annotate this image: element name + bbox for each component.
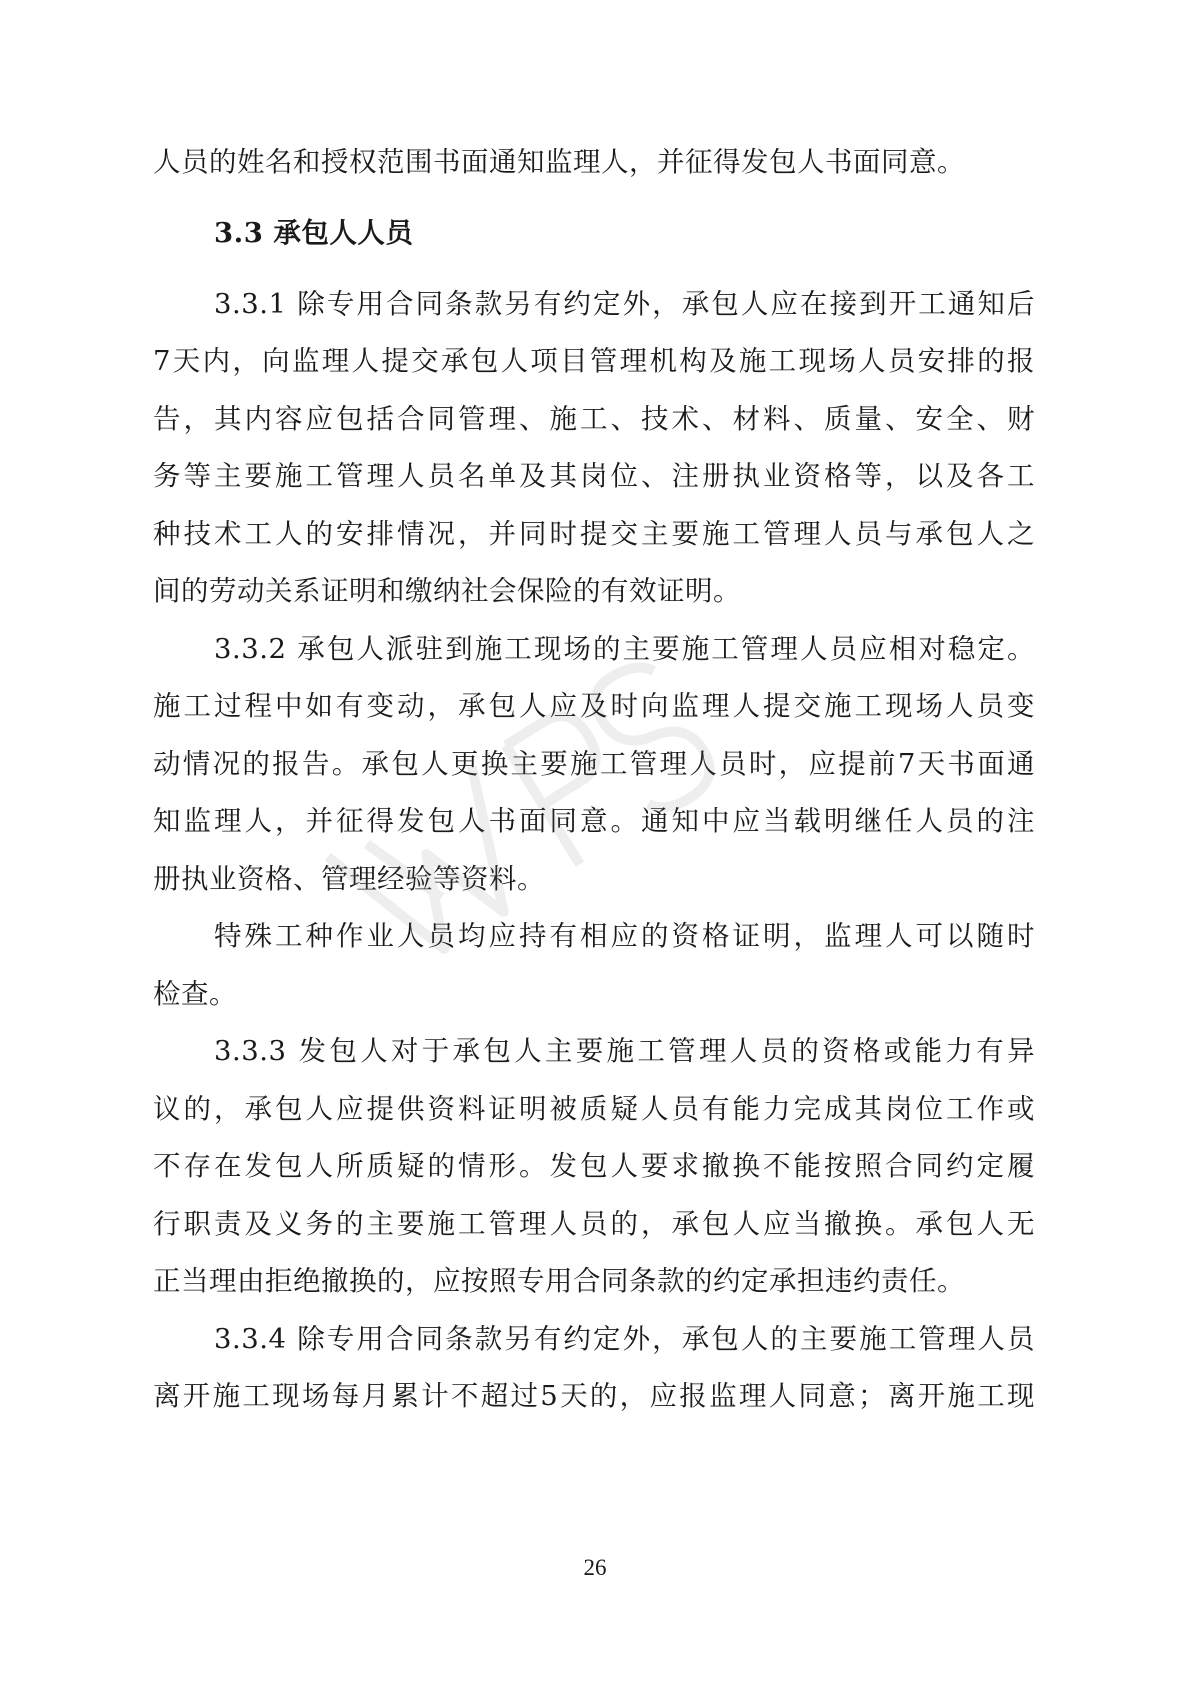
paragraph-line: 施工过程中如有变动，承包人应及时向监理人提交施工现场人员变	[153, 690, 1035, 722]
paragraph-line: 正当理由拒绝撤换的，应按照专用合同条款的约定承担违约责任。	[153, 1265, 965, 1297]
paragraph-line: 知监理人，并征得发包人书面同意。通知中应当载明继任人员的注	[153, 805, 1035, 837]
paragraph-line: 间的劳动关系证明和缴纳社会保险的有效证明。	[153, 575, 741, 607]
paragraph-line: 3.3.3 发包人对于承包人主要施工管理人员的资格或能力有异	[214, 1035, 1035, 1067]
paragraph-line: 种技术工人的安排情况，并同时提交主要施工管理人员与承包人之	[153, 518, 1035, 550]
paragraph-line: 人员的姓名和授权范围书面通知监理人，并征得发包人书面同意。	[153, 146, 965, 178]
section-heading: 3.3 承包人人员	[214, 217, 414, 249]
paragraph-line: 7天内，向监理人提交承包人项目管理机构及施工现场人员安排的报	[153, 345, 1035, 377]
page-number: 26	[583, 1555, 607, 1580]
paragraph-line: 不存在发包人所质疑的情形。发包人要求撤换不能按照合同约定履	[153, 1150, 1035, 1182]
paragraph-line: 3.3.4 除专用合同条款另有约定外，承包人的主要施工管理人员	[214, 1323, 1035, 1355]
wps-logo-watermark-icon	[247, 543, 773, 1037]
paragraph-line: 3.3.1 除专用合同条款另有约定外，承包人应在接到开工通知后	[214, 288, 1035, 320]
paragraph-line: 3.3.2 承包人派驻到施工现场的主要施工管理人员应相对稳定。	[214, 633, 1035, 665]
paragraph-line: 务等主要施工管理人员名单及其岗位、注册执业资格等，以及各工	[153, 460, 1035, 492]
paragraph-line: 行职责及义务的主要施工管理人员的，承包人应当撤换。承包人无	[153, 1208, 1035, 1240]
paragraph-line: 检查。	[153, 978, 237, 1010]
paragraph-line: 告，其内容应包括合同管理、施工、技术、材料、质量、安全、财	[153, 403, 1035, 435]
paragraph-line: 议的，承包人应提供资料证明被质疑人员有能力完成其岗位工作或	[153, 1093, 1035, 1125]
paragraph-line: 动情况的报告。承包人更换主要施工管理人员时，应提前7天书面通	[153, 748, 1035, 780]
paragraph-line: 册执业资格、管理经验等资料。	[153, 863, 545, 895]
paragraph-line: 特殊工种作业人员均应持有相应的资格证明，监理人可以随时	[214, 920, 1035, 952]
paragraph-line: 离开施工现场每月累计不超过5天的，应报监理人同意；离开施工现	[153, 1380, 1035, 1412]
